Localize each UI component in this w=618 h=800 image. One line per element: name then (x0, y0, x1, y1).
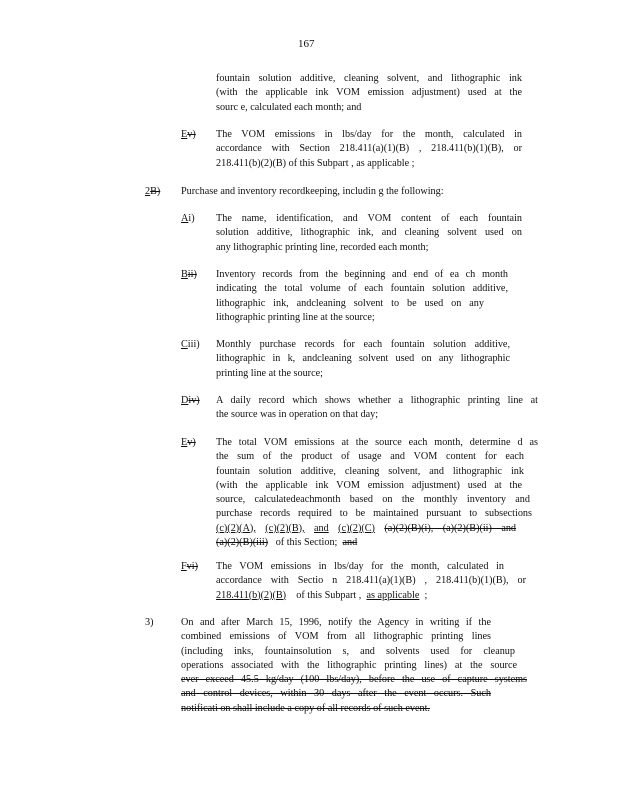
struck-line: and control devices, within 30 days after the event occurs. Such (181, 688, 491, 700)
text-line: accordance with Sectio n 218.411(a)(1)(B) , 218.411(b)(1)(B), or (216, 575, 526, 587)
text-line: solution additive, lithographic ink, and cleaning solvent used on (216, 227, 522, 239)
text-line: printing line at the source; (216, 367, 323, 379)
text-line: 218.411(b)(2)(B) of this Subpart , as applicable ; (216, 157, 415, 169)
item-label-d: Div) (181, 395, 200, 406)
text-line: 218.411(b)(2)(B) of this Subpart , as applicable ; (216, 589, 428, 601)
item-label-e2: Ev) (181, 437, 196, 448)
text-line: On and after March 15, 1996, notify the Agency in writing if the (181, 617, 491, 628)
item-c-text (216, 338, 510, 381)
text-line: (with the applicable ink VOM emission adjustment) used at the (216, 479, 522, 491)
item-3-text (181, 616, 527, 716)
text-line: any lithographic printing line, recorded each month; (216, 241, 429, 253)
item-label-c: Ciii) (181, 339, 200, 350)
text-line: The name, identification, and VOM content of each fountain (216, 213, 522, 224)
text-line: purchase records required to be maintained pursuant to subsections (216, 508, 532, 520)
text-line: indicating the total volume of each fountain solution additive, (216, 283, 508, 295)
text-line: sourc e, calculated each month; and (216, 101, 362, 113)
struck-line: ever exceed 45.5 kg/day (100 lbs/day), before the use of capture systems (181, 674, 527, 686)
text-line: combined emissions of VOM from all lithographic printing lines (181, 631, 491, 643)
item-label-a: Ai) (181, 213, 195, 224)
text-line: Purchase and inventory recordkeeping, includin g the following: (181, 186, 444, 197)
text-line: Monthly purchase records for each fountain solution additive, (216, 339, 510, 350)
page-number: 167 (298, 38, 315, 50)
item-e2-text (216, 436, 538, 550)
text-line: (including inks, fountainsolution s, and solvents used for cleanup (181, 645, 515, 657)
item-2-text (181, 185, 481, 199)
item-label-f: Fvi) (181, 561, 198, 572)
item-label-2: 2B) (145, 186, 161, 197)
item-a-text (216, 212, 522, 255)
text-line: accordance with Section 218.411(a)(1)(B) , 218.411(b)(1)(B), or (216, 143, 522, 155)
paragraph-continuation (216, 72, 522, 115)
item-e-text (216, 128, 522, 171)
text-line: fountain solution additive, cleaning solvent, and lithographic ink (216, 73, 522, 84)
text-line: lithographic ink, andcleaning solvent to be used on any (216, 297, 484, 309)
text-line: A daily record which shows whether a lithographic printing line at (216, 395, 538, 406)
text-line: The total VOM emissions at the source each month, determine d as (216, 437, 538, 448)
text-line: the sum of the product of usage and VOM content for each (216, 451, 524, 463)
item-label-e: Ev) (181, 129, 196, 140)
text-line: The VOM emissions in lbs/day for the month, calculated in (216, 561, 504, 572)
item-label-b: Bii) (181, 269, 197, 280)
item-f-text (216, 560, 526, 603)
text-line: lithographic printing line at the source; (216, 311, 375, 323)
text-line: the source was in operation on that day; (216, 409, 379, 421)
item-d-text (216, 394, 538, 423)
text-line: operations associated with the lithographic printing lines) at the source (181, 659, 517, 671)
text-line: source, calculatedeachmonth based on the monthly inventory and (216, 494, 530, 506)
text-line: (with the applicable ink VOM emission adjustment) used at the (216, 87, 522, 99)
text-line: Inventory records from the beginning and end of ea ch month (216, 269, 508, 280)
text-line: (a)(2)(B)(iii) of this Section; and (216, 537, 358, 549)
item-label-3: 3) (145, 617, 154, 628)
text-line: lithographic in k, andcleaning solvent used on any lithographic (216, 353, 510, 365)
text-line: The VOM emissions in lbs/day for the month, calculated in (216, 129, 522, 140)
item-b-text (216, 268, 508, 325)
text-line: (c)(2)(A), (c)(2)(B), and (c)(2)(C) (a)(2)(B)(i), (a)(2)(B)(ii) and (216, 522, 517, 534)
text-line: fountain solution additive, cleaning solvent, and lithographic ink (216, 465, 524, 477)
struck-line: notificati on shall include a copy of all records of such event. (181, 702, 430, 714)
